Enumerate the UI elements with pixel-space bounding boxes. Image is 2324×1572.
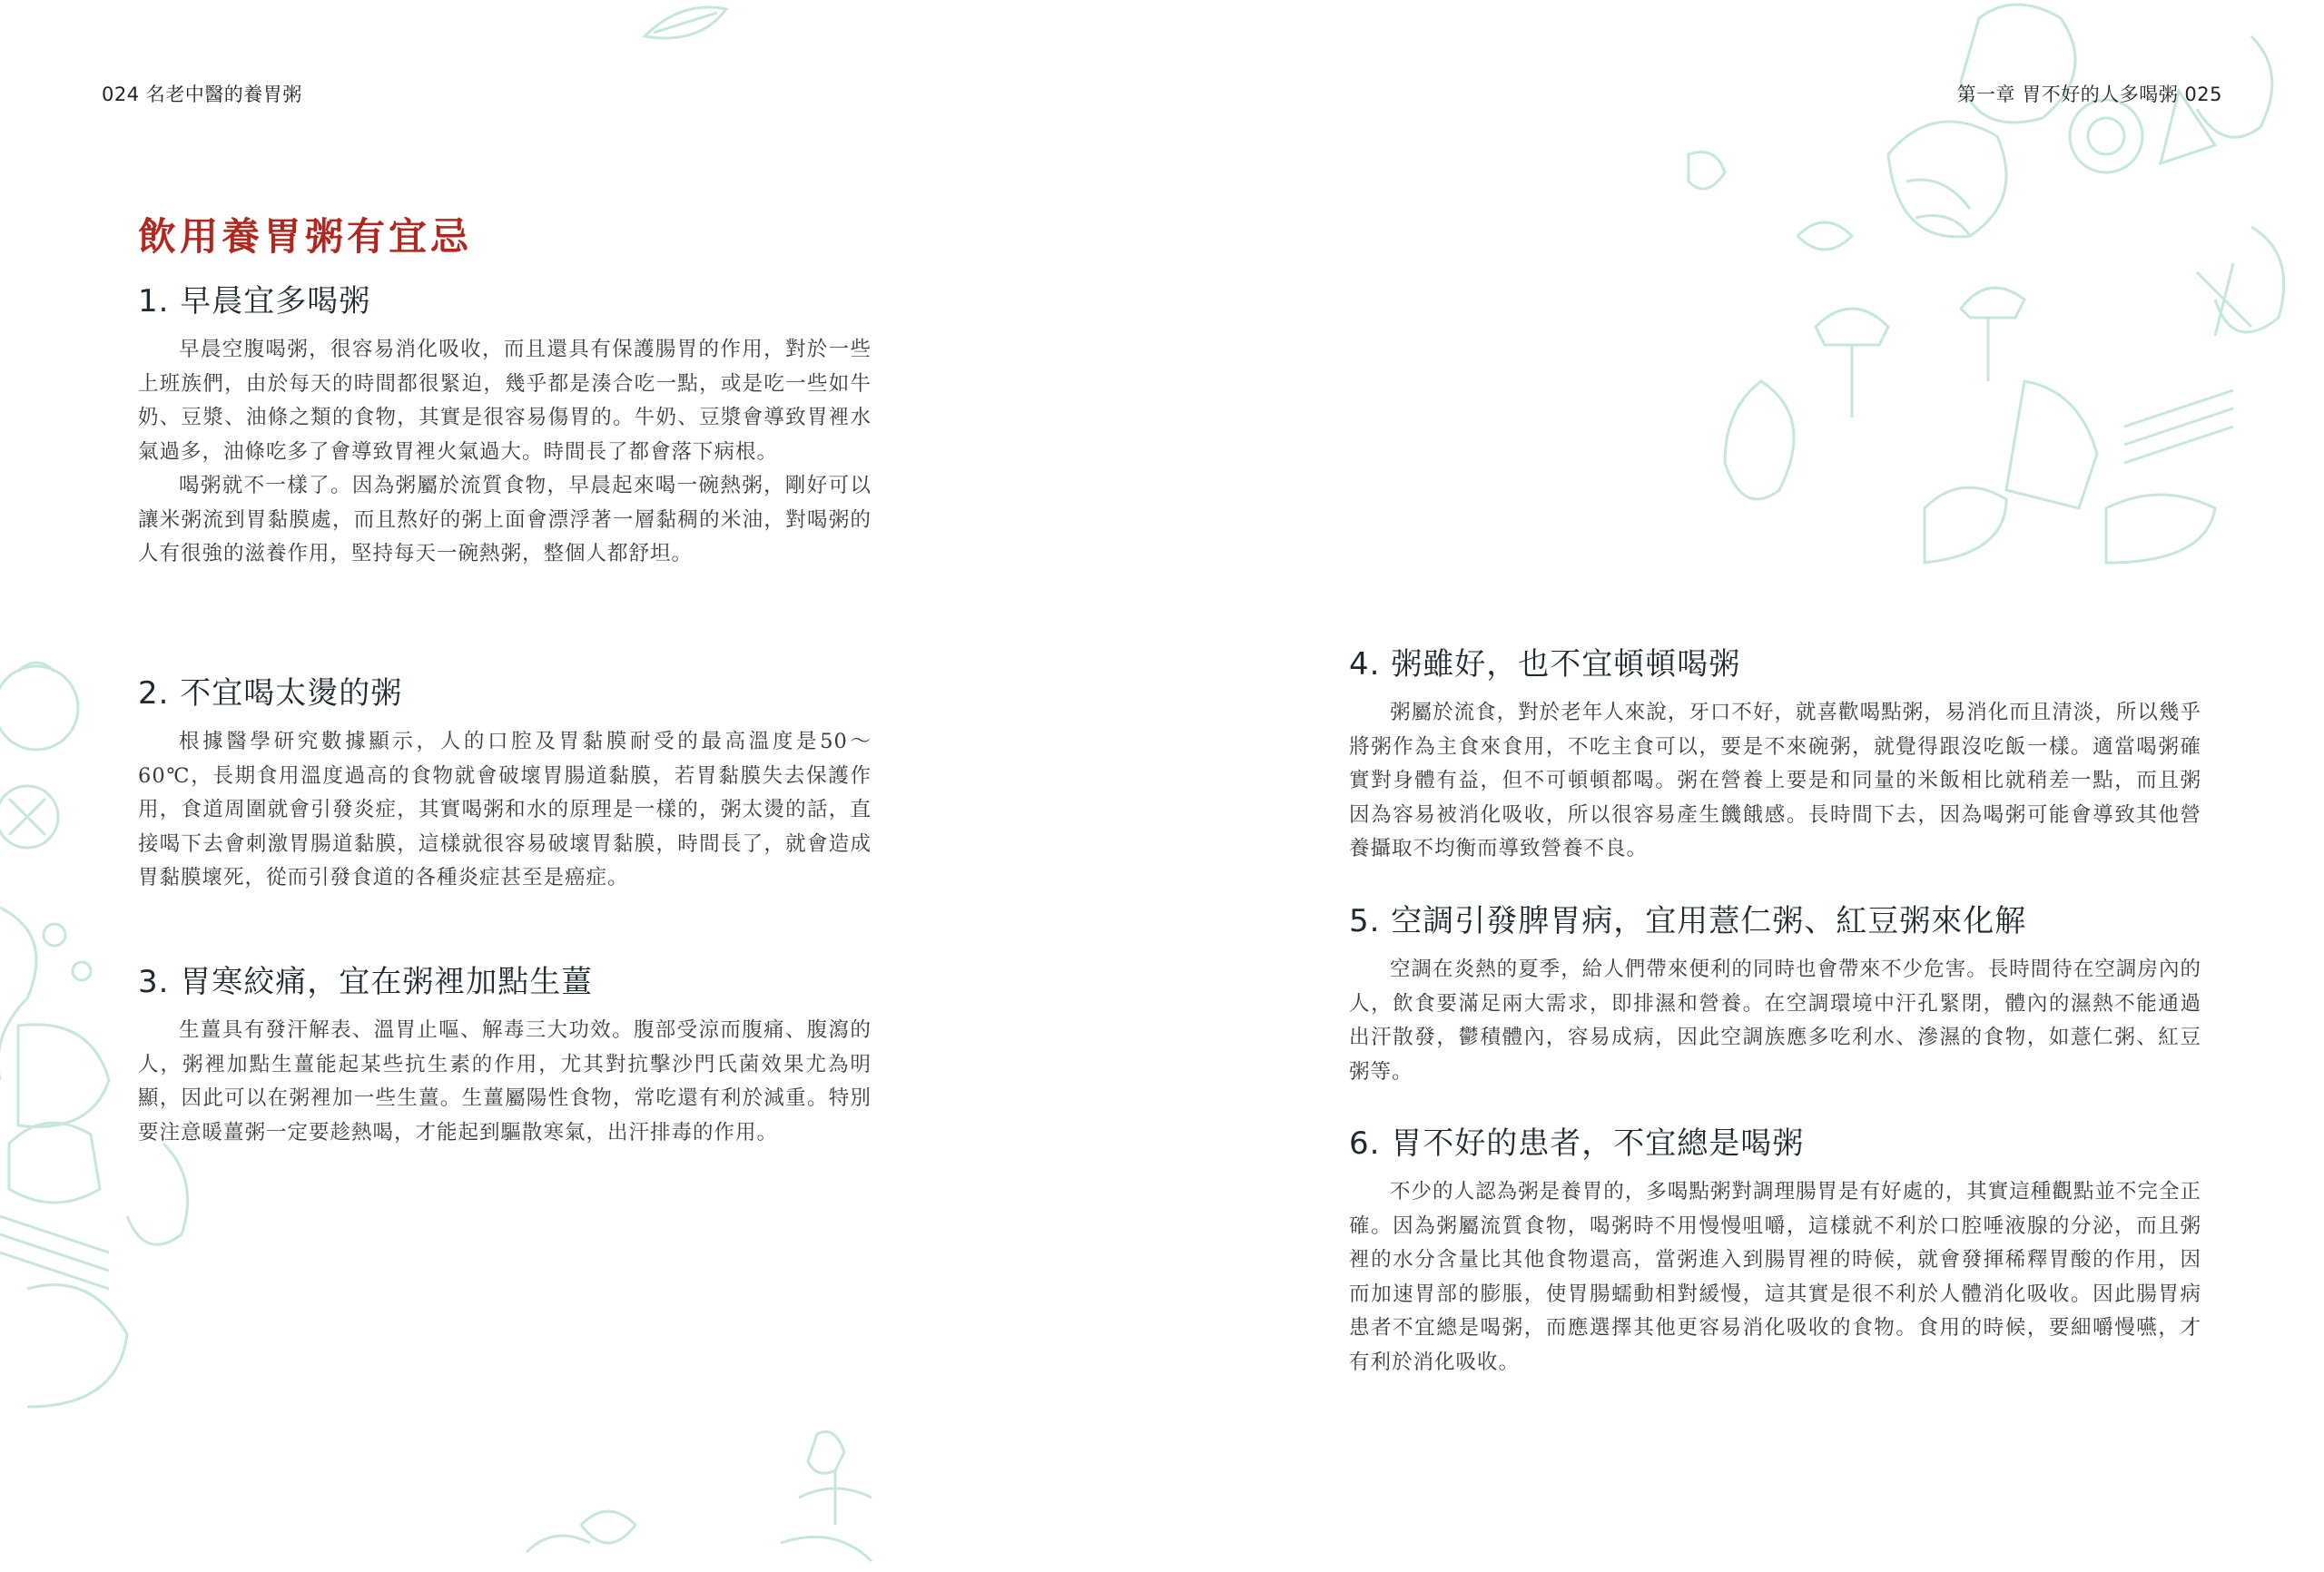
section-paragraph: 根據醫學研究數據顯示，人的口腔及胃黏膜耐受的最高溫度是50～60℃，長期食用溫度過高的食物就會破壞胃腸道黏膜，若胃黏膜失去保護作用，食道周圍就會引發炎症，其實喝粥和水的原理是一樣的，粥太燙的話，直接喝下去會刺激胃腸道黏膜，這樣就很容易破壞胃黏膜，時間長了，就會造成胃黏膜壞死，從而引發食道的各種炎症甚至是癌症。 <box>138 730 872 889</box>
section-3 <box>138 957 872 1150</box>
leaf-illustration-top <box>635 0 744 45</box>
vegetables-illustration-bottom <box>508 1416 962 1572</box>
section-paragraph: 空調在炎熱的夏季，給人們帶來便利的同時也會帶來不少危害。長時間待在空調房內的人，飲食要滿足兩大需求，即排濕和營養。在空調環境中汗孔緊閉，體內的濕熱不能通過出汗散發，鬱積體內，容易成病，因此空調族應多吃利水、滲濕的食物，如薏仁粥、紅豆粥等。 <box>1349 958 2201 1084</box>
running-head-right: 第一章 胃不好的人多喝粥 025 <box>1956 84 2222 105</box>
running-head-left: 024 名老中醫的養胃粥 <box>102 84 302 105</box>
section-paragraph: 粥屬於流食，對於老年人來說，牙口不好，就喜歡喝點粥，易消化而且清淡，所以幾乎將粥作為主食來食用，不吃主食可以，要是不來碗粥，就覺得跟沒吃飯一樣。適當喝粥確實對身體有益，但不可頓頓都喝。粥在營養上要是和同量的米飯相比就稍差一點，而且粥因為容易被消化吸收，所以很容易產生饑餓感。長時間下去，因為喝粥可能會導致其他營養攝取不均衡而導致營養不良。 <box>1349 701 2201 860</box>
chapter-title: 飲用養胃粥有宜忌 <box>138 214 473 259</box>
section-1 <box>138 276 872 572</box>
section-heading: 6. 胃不好的患者，不宜總是喝粥 <box>1349 1125 1805 1162</box>
section-heading: 1. 早晨宜多喝粥 <box>138 283 371 319</box>
section-paragraph: 不少的人認為粥是養胃的，多喝點粥對調理腸胃是有好處的，其實這種觀點並不完全正確。因為粥屬流質食物，喝粥時不用慢慢咀嚼，這樣就不利於口腔唾液腺的分泌，而且粥裡的水分含量比其他食物還高，當粥進入到腸胃裡的時候，就會發揮稀釋胃酸的作用，因而加速胃部的膨脹，使胃腸蠕動相對緩慢，這其實是很不利於人體消化吸收。因此腸胃病患者不宜總是喝粥，而應選擇其他更容易消化吸收的食物。食用的時候，要細嚼慢嚥，才有利於消化吸收。 <box>1349 1180 2201 1374</box>
section-paragraph: 喝粥就不一樣了。因為粥屬於流質食物，早晨起來喝一碗熱粥，剛好可以讓米粥流到胃黏膜處，而且熬好的粥上面會漂浮著一層黏稠的米油，對喝粥的人有很強的滋養作用，堅持每天一碗熱粥，整個人都舒坦。 <box>138 474 872 565</box>
section-5 <box>1349 896 2324 1089</box>
section-heading: 4. 粥雖好，也不宜頓頓喝粥 <box>1349 646 1741 683</box>
section-6 <box>1349 1118 2324 1380</box>
right-page <box>1162 0 2324 1572</box>
section-2 <box>138 668 872 896</box>
section-paragraph: 早晨空腹喝粥，很容易消化吸收，而且還具有保護腸胃的作用，對於一些上班族們，由於每天的時間都很緊迫，幾乎都是湊合吃一點，或是吃一些如牛奶、豆漿、油條之類的食物，其實是很容易傷胃的。牛奶、豆漿會導致胃裡水氣過多，油條吃多了會導致胃裡火氣過大。時間長了都會落下病根。 <box>138 338 872 464</box>
section-heading: 5. 空調引發脾胃病，宜用薏仁粥、紅豆粥來化解 <box>1349 903 2027 939</box>
section-heading: 2. 不宜喝太燙的粥 <box>138 675 403 712</box>
section-heading: 3. 胃寒絞痛，宜在粥裡加點生薑 <box>138 964 594 1000</box>
section-paragraph: 生薑具有發汗解表、溫胃止嘔、解毒三大功效。腹部受涼而腹痛、腹瀉的人，粥裡加點生薑能起某些抗生素的作用，尤其對抗擊沙門氏菌效果尤為明顯，因此可以在粥裡加一些生薑。生薑屬陽性食物，常吃還有利於減重。特別要注意暖薑粥一定要趁熱喝，才能起到驅散寒氣，出汗排毒的作用。 <box>138 1018 872 1145</box>
section-4 <box>1349 639 2324 867</box>
